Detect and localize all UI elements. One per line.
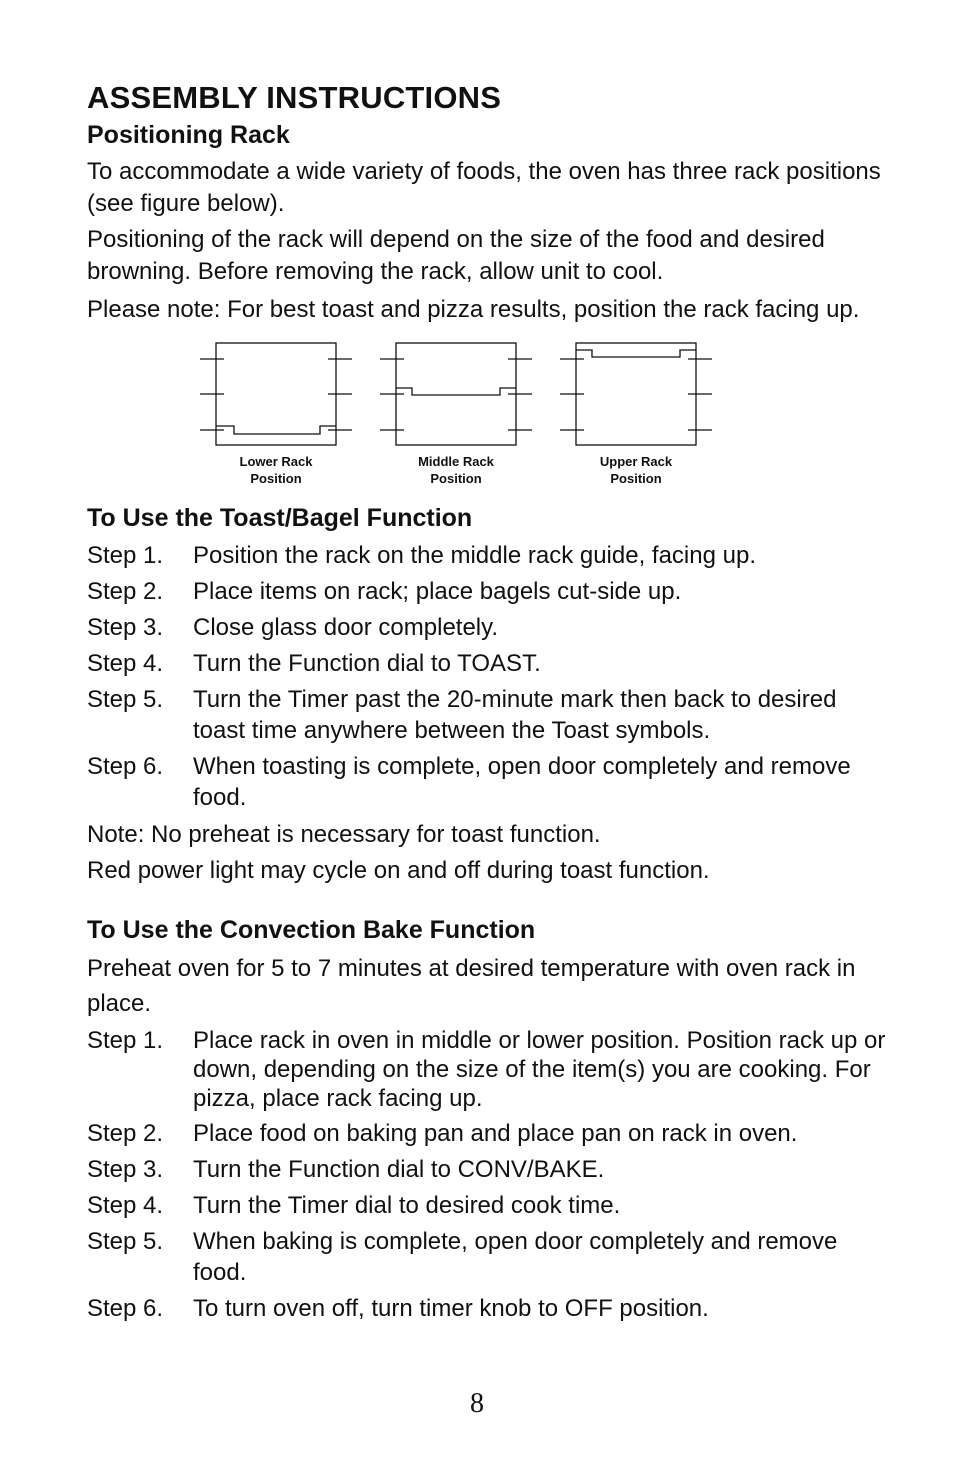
rack-caption-line2: Position bbox=[430, 471, 482, 486]
positioning-para-3: Please note: For best toast and pizza results, position the rack facing up. bbox=[87, 296, 860, 323]
step-label: Step 2. bbox=[87, 1120, 164, 1147]
bake-steps bbox=[87, 1026, 887, 1324]
list-item bbox=[87, 751, 887, 813]
step-label: Step 1. bbox=[87, 1027, 164, 1054]
step-label: Step 4. bbox=[87, 1192, 164, 1219]
list-item bbox=[87, 1154, 887, 1185]
list-item bbox=[87, 612, 887, 643]
middle-rack-illustration bbox=[376, 337, 536, 449]
positioning-para-2: Positioning of the rack will depend on the size of the food and desired browning. Before removing the rack, allow unit to cool. bbox=[87, 226, 825, 285]
list-item bbox=[87, 1293, 887, 1324]
bake-intro: Preheat oven for 5 to 7 minutes at desired temperature with oven rack in place. bbox=[87, 955, 856, 1017]
positioning-para-1: To accommodate a wide variety of foods, the oven has three rack positions (see figure below). bbox=[87, 158, 881, 217]
step-text: Turn the Function dial to CONV/BAKE. bbox=[193, 1156, 605, 1183]
toast-note-1: Note: No preheat is necessary for toast function. bbox=[87, 821, 601, 848]
lower-rack-diagram bbox=[187, 337, 365, 487]
middle-rack-diagram bbox=[367, 337, 545, 487]
toast-steps bbox=[87, 540, 887, 813]
step-text: Close glass door completely. bbox=[193, 614, 499, 641]
rack-caption-line1: Middle Rack bbox=[418, 454, 494, 469]
step-text: Turn the Timer dial to desired cook time. bbox=[193, 1192, 621, 1219]
rack-caption-line1: Lower Rack bbox=[239, 454, 313, 469]
step-text: When toasting is complete, open door completely and remove food. bbox=[193, 753, 851, 811]
step-label: Step 6. bbox=[87, 1295, 164, 1322]
step-label: Step 3. bbox=[87, 614, 164, 641]
list-item bbox=[87, 1026, 887, 1113]
step-label: Step 6. bbox=[87, 753, 164, 780]
positioning-heading: Positioning Rack bbox=[87, 121, 290, 149]
list-item bbox=[87, 1190, 887, 1221]
page-number: 8 bbox=[470, 1388, 484, 1419]
list-item bbox=[87, 1118, 887, 1149]
step-text: Place food on baking pan and place pan on rack in oven. bbox=[193, 1120, 798, 1147]
step-label: Step 5. bbox=[87, 686, 164, 713]
upper-rack-illustration bbox=[556, 337, 716, 449]
manual-page bbox=[87, 78, 887, 1324]
step-text: Place rack in oven in middle or lower position. Position rack up or down, depending on the size of the item(s) you are cooking. For pizza, place rack facing up. bbox=[193, 1027, 886, 1112]
step-label: Step 5. bbox=[87, 1228, 164, 1255]
list-item bbox=[87, 576, 887, 607]
step-label: Step 1. bbox=[87, 542, 164, 569]
page-title: ASSEMBLY INSTRUCTIONS bbox=[87, 80, 502, 115]
bake-heading: To Use the Convection Bake Function bbox=[87, 916, 536, 944]
step-label: Step 3. bbox=[87, 1156, 164, 1183]
step-label: Step 4. bbox=[87, 650, 164, 677]
step-text: Place items on rack; place bagels cut-side up. bbox=[193, 578, 682, 605]
upper-rack-diagram bbox=[547, 337, 725, 487]
list-item bbox=[87, 648, 887, 679]
list-item bbox=[87, 1226, 887, 1288]
rack-position-figure bbox=[187, 337, 887, 487]
rack-caption-line2: Position bbox=[250, 471, 302, 486]
list-item bbox=[87, 540, 887, 571]
step-text: To turn oven off, turn timer knob to OFF position. bbox=[193, 1295, 709, 1322]
lower-rack-illustration bbox=[196, 337, 356, 449]
step-text: Position the rack on the middle rack guide, facing up. bbox=[193, 542, 756, 569]
step-text: Turn the Timer past the 20-minute mark then back to desired toast time anywhere between the Toast symbols. bbox=[193, 686, 837, 744]
list-item bbox=[87, 684, 887, 746]
rack-caption-line2: Position bbox=[610, 471, 662, 486]
step-label: Step 2. bbox=[87, 578, 164, 605]
step-text: When baking is complete, open door completely and remove food. bbox=[193, 1228, 838, 1286]
step-text: Turn the Function dial to TOAST. bbox=[193, 650, 541, 677]
rack-caption-line1: Upper Rack bbox=[599, 454, 673, 469]
toast-note-2: Red power light may cycle on and off during toast function. bbox=[87, 857, 710, 884]
toast-heading: To Use the Toast/Bagel Function bbox=[87, 504, 473, 532]
